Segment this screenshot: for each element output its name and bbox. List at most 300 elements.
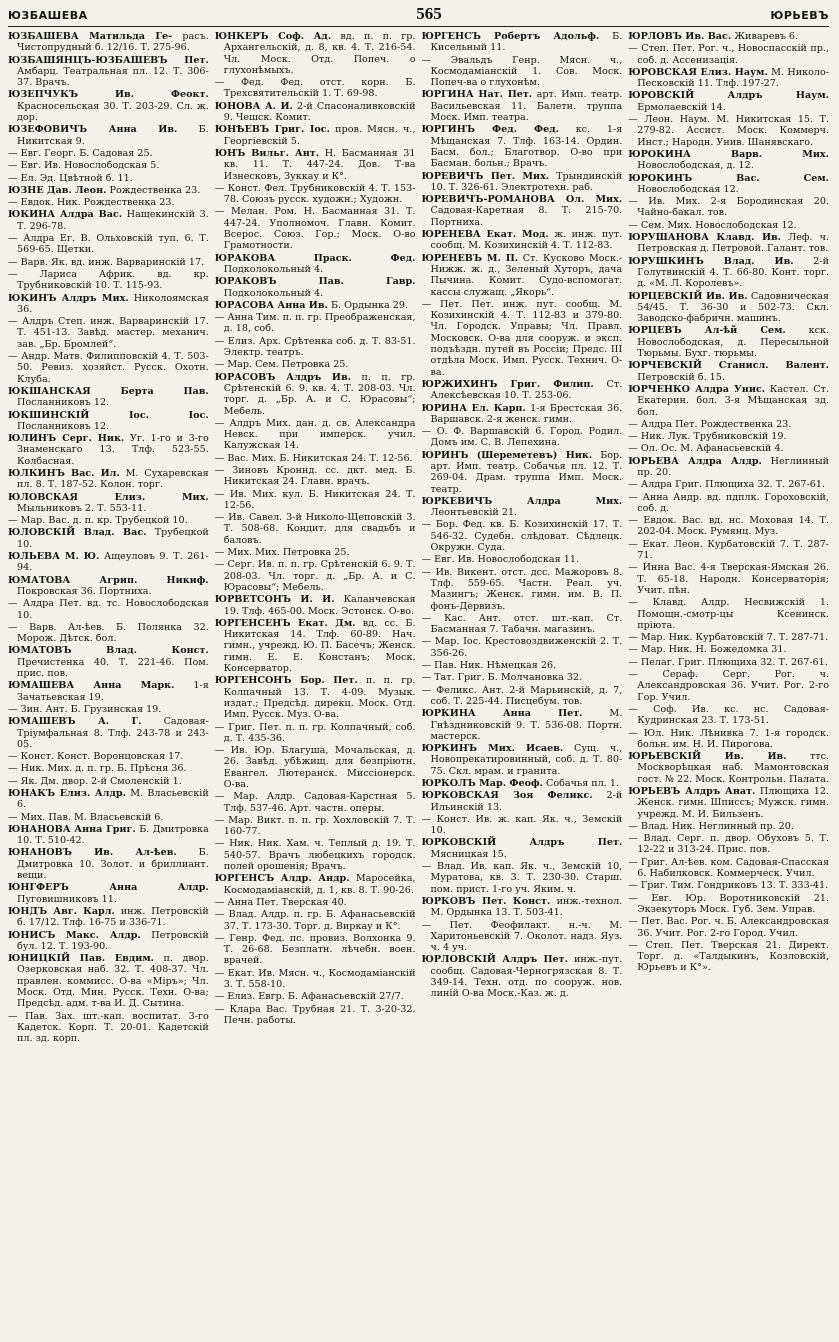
entry-details: Ст. Алексѣевская 10. Т. 253-06. xyxy=(430,378,623,402)
directory-entry xyxy=(628,431,829,442)
directory-entry xyxy=(422,861,623,895)
entry-details: Ермолаевскій 14. xyxy=(637,101,726,113)
directory-entry xyxy=(422,379,623,402)
directory-entry xyxy=(628,515,829,538)
directory-entry xyxy=(422,837,623,860)
directory-entry xyxy=(628,114,829,148)
directory-entry xyxy=(628,632,829,643)
entry-surname: ЮРЕВИЧЪ Пет. Мих. xyxy=(421,170,550,182)
entry-details: инж.-технол. М. Ордынка 13. Т. 503-41. xyxy=(430,895,623,919)
directory-entry xyxy=(8,598,209,621)
page-header xyxy=(8,4,829,27)
entry-details: Б. Дмитровка 10. Т. 510-42. xyxy=(17,823,209,847)
entry-details: инж.-пут. сообщ. Садовая-Черногрязская 8. Т. 349-14. Техн. отд. по сооруж. нов. линій О-ва Моск.-Каз. ж. д. xyxy=(430,954,623,1000)
entry-details: — Ив. Савел. 3-й Николо-Щеповскій 3. Т. 508-68. Кондит. для свадьбъ и баловъ. xyxy=(214,512,416,546)
entry-details: — Ник. Лук. Трубниковскій 19. xyxy=(628,431,787,443)
entry-surname: ЮРЧЕВСКІЙ Станисл. Валент. xyxy=(628,360,829,372)
directory-entry xyxy=(8,716,209,750)
entry-details: Мыльниковъ 2. Т. 553-11. xyxy=(17,502,147,514)
entry-surname: ЮРЕНЕВЪ М. П. xyxy=(421,252,519,264)
directory-entry xyxy=(8,551,209,574)
entry-surname: ЮКШАНСКАЯ Берта Пав. xyxy=(8,385,209,397)
directory-entry xyxy=(8,269,209,292)
entry-details: — Степ. Пет. Рог. ч., Новоспасскій пр., соб. д. Ассенизація. xyxy=(628,43,829,66)
directory-entry xyxy=(215,124,416,147)
entry-details: — Мих. Пав. М. Власьевскій 6. xyxy=(8,811,164,823)
entry-surname: ЮЗНЕ Дав. Леон. xyxy=(8,184,107,196)
directory-entry xyxy=(8,515,209,526)
entry-details: — Евдок. Вас. вд. нс. Моховая 14. Т. 202-04. Моск. Румянц. Муз. xyxy=(628,515,829,538)
directory-entry xyxy=(628,456,829,479)
directory-entry xyxy=(8,55,209,89)
entry-surname: ЮМАТОВА Агрип. Никиф. xyxy=(8,574,209,586)
entry-details: — Алдра Григ. Плющиха 32. Т. 267-61. xyxy=(628,479,826,491)
directory-entry xyxy=(422,567,623,612)
directory-entry xyxy=(215,968,416,991)
directory-entry xyxy=(422,194,623,228)
entry-surname: ЮРГЕНСЪ Алдр. Андр. xyxy=(214,873,350,885)
entry-surname: ЮРЛОВЪ Ив. Вас. xyxy=(628,31,732,42)
entry-surname: ЮРОКИНА Варв. Мих. xyxy=(628,148,829,160)
entry-details: — Ив. Викент. отст. дсс. Мажоровъ 8. Тлф. 559-65. Частн. Реал. уч. Мазингъ; Женск. гимн. им. В. П. фонъ-Дервизъ. xyxy=(421,566,623,612)
directory-entry xyxy=(215,815,416,838)
directory-entry xyxy=(8,386,209,409)
directory-entry xyxy=(628,669,829,703)
entry-details: — Соф. Ив. кс. нс. Садовая-Кудринская 23. Т. 173-51. xyxy=(628,703,829,727)
column-3 xyxy=(422,31,623,1331)
entry-details: Посланниковъ 12. xyxy=(17,420,110,432)
directory-entry xyxy=(8,788,209,811)
entry-details: — Анна Андр. вд. пдплк. Гороховскій, соб. д. xyxy=(628,491,829,514)
directory-entry xyxy=(215,791,416,814)
entry-details: пров. Мясн. ч., Георгіевскій 5. xyxy=(223,124,416,147)
entry-surname: ЮРГЕНСОНЪ Бор. Пет. xyxy=(214,675,358,687)
entry-details: Уг. 1-го и 3-го Знаменскаго 13. Тлф. 523-55. Колбасная. xyxy=(17,433,209,467)
entry-details: — Пав. Ник. Нѣмецкая 26. xyxy=(421,660,557,672)
entry-surname: ЮРАКОВЪ Пав. Гавр. xyxy=(214,276,416,288)
directory-entry xyxy=(422,403,623,426)
entry-surname: ЮРОКИНЪ Вас. Сем. xyxy=(628,172,829,184)
entry-surname: ЮЗБАШЯНЦЪ-ЮЗБАШЕВЪ Пет. xyxy=(8,54,209,66)
entry-details: — Ник. Ник. Хам. ч. Теплый д. 19. Т. 540-57. Врачъ любецкихъ городск. полей орошенія; Врачъ. xyxy=(214,838,416,873)
entry-details: Пречистенка 40. Т. 221-46. Пом. прис. пов. xyxy=(17,656,209,680)
directory-entry xyxy=(628,644,829,655)
entry-details: вд. п. п. гр. Архангельскій, д. 8, кв. 4. Т. 216-54. Чл. Моск. Отд. Попеч. о глухонѣмыхъ. xyxy=(223,31,416,76)
entry-details: — Евг. Ив. Новослободская 11. xyxy=(421,554,580,566)
entry-details: — Мар. Ник. Курбатовскій 7. Т. 287-71. xyxy=(628,632,829,644)
entry-details: Плющиха 12. Женск. гимн. Шписсъ; Мужск. гимн. учрежд. М. И. Бильзенъ. xyxy=(637,786,829,820)
entry-details: — Мар. Алдр. Садовая-Карстная 5. Тлф. 537-46. Арт. частн. оперы. xyxy=(214,791,416,814)
entry-surname: ЮНѢЕВЪ Григ. Іос. xyxy=(214,124,330,136)
entry-details: кс. 1-я Мѣщанская 7. Тлф. 163-14. Ордин. Басм. бол.; Благотвор. О-во при Басман. больн.; Врачъ. xyxy=(430,124,623,170)
directory-entry xyxy=(628,751,829,785)
entry-details: — Ел. Эд. Цвѣтной б. 11. xyxy=(8,172,133,184)
entry-surname: ЮРИНА Ел. Карп. xyxy=(421,402,526,414)
entry-details: — Анна Пет. Тверская 40. xyxy=(214,896,347,908)
entry-surname: ЮМАШЕВА Анна Марк. xyxy=(8,680,175,692)
entry-details: — Зиновъ Кроннд. сс. дкт. мед. Б. Никитская 24. Главн. врачъ. xyxy=(214,464,416,488)
entry-details: — Варв. Ал-ѣев. Б. Полянка 32. Морож. Дѣтск. бол. xyxy=(8,621,209,645)
entry-details: Красносельская 30. Т. 203-29. Сл. ж. дор. xyxy=(17,100,209,124)
directory-entry xyxy=(628,940,829,974)
entry-details: Петровскій бул. 12. Т. 193-90. xyxy=(17,929,209,952)
entry-details: Ащеуловъ 9. Т. 261-94. xyxy=(17,551,209,574)
directory-entry xyxy=(215,148,416,182)
entry-details: п. п. гр. Срѣтенскій 6. 9. кв. 4. Т. 208-03. Чл. торг. д. „Бр. А. и С. Юрасовы“; Мебель. xyxy=(223,371,416,417)
entry-details: — Як. Дм. двор. 2-й Смоленскій 1. xyxy=(8,775,182,787)
entry-surname: ЮЛКИНЪ Вас. Ил. xyxy=(8,467,120,479)
directory-entry xyxy=(8,1011,209,1045)
entry-surname: ЮНКЕРЪ Соф. Ад. xyxy=(214,31,332,42)
directory-entry xyxy=(8,680,209,703)
directory-entry xyxy=(215,547,416,558)
directory-entry xyxy=(215,512,416,546)
entry-details: — Феликс. Ант. 2-й Марьинскій, д. 7, соб. Т. 225-44. Писцебум. тов. xyxy=(421,684,623,707)
entry-details: инж. Петровскій б. 17/12. Тлф. 16-75 и 336-71. xyxy=(17,905,209,929)
entry-details: — Конст. Конст. Воронцовская 17. xyxy=(8,751,184,763)
entry-surname: ЮНДЪ Авг. Карл. xyxy=(8,905,115,917)
directory-entry xyxy=(8,776,209,787)
directory-entry xyxy=(8,575,209,598)
directory-entry xyxy=(422,229,623,252)
entry-details: М. Николо-Песковскій 11. Тлф. 197-27. xyxy=(637,66,829,90)
directory-entry xyxy=(215,745,416,790)
entry-details: Бор. арт. Имп. театр. Собачья пл. 12. Т. 269-04. Драм. труппа Имп. Моск. театр. xyxy=(430,449,623,495)
directory-entry xyxy=(422,920,623,954)
directory-entry xyxy=(628,893,829,916)
entry-details: — Анна Тим. п. п. гр. Преображенская, д. 18, соб. xyxy=(214,312,416,335)
directory-entry xyxy=(215,559,416,593)
directory-entry xyxy=(422,171,623,194)
entry-surname: ЮРАКОВА Праск. Фед. xyxy=(214,252,416,264)
entry-details: — Фед. Фед. отст. корн. Б. Трехсвятительскій 1. Т. 69-98. xyxy=(214,77,416,100)
entry-surname: ЮМАШЕВЪ А. Г. xyxy=(8,716,142,728)
directory-entry xyxy=(628,384,829,418)
directory-entry xyxy=(8,847,209,881)
entry-details: ж. инж. пут. сообщ. М. Козихинскій 4. Т. 112-83. xyxy=(430,229,623,252)
entry-details: — Ив. Мих. 2-я Бородинская 20. Чайно-бакал. тов. xyxy=(628,196,829,219)
entry-details: Петровскій б. 15. xyxy=(637,371,725,383)
directory-entry xyxy=(215,206,416,251)
directory-entry xyxy=(628,833,829,856)
directory-entry xyxy=(422,685,623,708)
directory-entry xyxy=(8,89,209,123)
directory-entry xyxy=(422,253,623,298)
entry-surname: ЮРУШКИНЪ Влад. Ив. xyxy=(628,255,794,267)
entry-surname: ЮРАСОВЪ Алдръ Ив. xyxy=(214,371,352,383)
entry-details: Леонтьевскій 21. xyxy=(430,507,518,519)
entry-details: Рождественка 23. xyxy=(109,184,201,196)
directory-entry xyxy=(215,618,416,674)
entry-details: М. Гнѣздниковскій 9. Т. 536-08. Портн. мастерск. xyxy=(430,708,623,742)
directory-entry xyxy=(8,197,209,208)
directory-entry xyxy=(628,857,829,880)
entry-surname: ЮНАНОВА Анна Григ. xyxy=(8,823,136,835)
entry-details: Н. Басманная 31 кв. 11. Т. 447-24. Дов. Т-ва Изнесковъ, Зуккау и К°. xyxy=(223,147,416,182)
directory-entry xyxy=(8,645,209,679)
directory-entry xyxy=(628,325,829,359)
entry-details: — Варв. Як. вд. инж. Варваринскій 17. xyxy=(8,256,205,268)
entry-details: — Андр. Матв. Филипповскій 4. Т. 503-50. Ревиз. хозяйст. Русск. Охотн. Клуба. xyxy=(8,351,209,385)
entry-details: — Мих. Мих. Петровка 25. xyxy=(214,547,350,559)
directory-entry xyxy=(628,821,829,832)
entry-details: М. Сухаревская пл. 8. Т. 187-52. Колон. торг. xyxy=(17,467,209,491)
entry-details: Новослободская 12. xyxy=(637,183,739,195)
directory-entry xyxy=(8,351,209,385)
entry-details: — Евг. Ив. Новослободская 5. xyxy=(8,160,160,172)
column-1 xyxy=(8,31,209,1331)
entry-details: — Кас. Ант. отст. шт.-кап. Ст. Басманная 7. Табачн. магазинъ. xyxy=(421,612,623,636)
entry-details: Б. Никитская 9. xyxy=(17,124,209,147)
entry-surname: ЮРВЕТСОНЪ И. И. xyxy=(214,594,335,606)
entry-details: Живаревъ 6. xyxy=(734,31,799,42)
directory-entry xyxy=(8,622,209,645)
directory-entry xyxy=(215,300,416,311)
directory-entry xyxy=(628,479,829,490)
directory-entry xyxy=(422,450,623,495)
directory-entry xyxy=(422,954,623,999)
directory-entry xyxy=(8,124,209,147)
directory-entry xyxy=(422,636,623,659)
entry-surname: ЮРЧЕНКО Алдра Унис. xyxy=(628,383,766,395)
directory-entry xyxy=(628,256,829,290)
directory-entry xyxy=(422,124,623,169)
entry-details: — Зин. Ант. Б. Грузинская 19. xyxy=(8,703,162,715)
entry-surname: ЮНИЦКІЙ Пав. Евдим. xyxy=(8,953,155,965)
page-number: 565 xyxy=(416,4,442,23)
entry-details: Собачья пл. 1. xyxy=(546,778,620,789)
entry-details: Пуговишниковъ 11. xyxy=(17,893,117,905)
entry-surname: ЮРЦЕВЪ Ал-ѣй Сем. xyxy=(628,325,786,337)
entry-details: — Алдръ Мих. дан. д. св. Александра Невск. при имперск. учил. Калужская 14. xyxy=(214,417,416,452)
entry-details: п. двор. Озерковская наб. 32. Т. 408-37. Чл. правлен. коммисс. О-ва «Міръ»; Чл. Моск. Отд. Мин. Русск. Техн. О-ва; Предсѣд. адм. т-ва И. Д. Сытина. xyxy=(17,953,209,1010)
directory-entry xyxy=(628,562,829,596)
entry-surname: ЮНГФЕРЪ Анна Алдр. xyxy=(8,882,209,894)
entry-surname: ЮРКОЛЪ Мар. Феоф. xyxy=(421,778,543,789)
directory-entry xyxy=(215,101,416,124)
entry-details: — Серг. Ив. п. п. гр. Срѣтенскій 6. 9. Т. 208-03. Чл. торг. д. „Бр. А. и С. Юрасовы“; Мебель. xyxy=(214,559,416,593)
entry-details: — Лариса Африк. вд. кр. Трубниковскій 10. Т. 115-93. xyxy=(8,268,209,292)
entry-details: — Григ. Ал-ѣев. ком. Садовая-Спасская 6. Набилковск. Коммерческ. Учил. xyxy=(628,856,829,880)
entry-details: ттс. Москворѣцкая наб. Мамонтовская гост. № 22. Моск. Контрольн. Палата. xyxy=(637,751,829,785)
entry-details: — Инна Вас. 4-я Тверская-Ямская 26. Т. 65-18. Народн. Консерваторія; Учит. пѣн. xyxy=(628,562,829,596)
directory-entry xyxy=(8,148,209,159)
entry-details: вд. сс. Б. Никитская 14. Тлф. 60-89. Нач. гимн., учрежд. Ю. П. Басечъ; Женск. гимн. Е. Е. Констанъ; Моск. Консерватор. xyxy=(223,617,416,675)
entry-details: расъ. Чистопрудный б. 12/16. Т. 275-96. xyxy=(17,31,209,54)
directory-entry xyxy=(422,31,623,54)
entry-details: — Евдок. Ник. Рождественка 23. xyxy=(8,197,175,209)
entry-details: — Пет. Пет. инж. пут. сообщ. М. Козихинскій 4. Т. 112-83 и 379-80. Чл. Городск. Управы; Чл. Правл. Московск. О-ва для сооруж. и эксп. подъѣздн. путей въ Россіи; Предс. III отдѣла Моск. Имп. Русск. Технич. О-ва. xyxy=(421,298,623,378)
entry-surname: ЮРГИНА Нат. Пет. xyxy=(421,89,533,101)
directory-entry xyxy=(422,496,623,519)
directory-entry xyxy=(628,67,829,90)
directory-entry xyxy=(215,336,416,359)
entry-surname: ЮНАНОВЪ Ив. Ал-ѣев. xyxy=(8,847,177,859)
entry-details: Б. Кисельный 11. xyxy=(430,31,623,54)
entry-details: Сущ. ч., Новопрекатировинный, соб. д. Т. 80-75. Скл. мрам. и гранита. xyxy=(430,743,623,777)
directory-entry xyxy=(422,426,623,449)
entry-surname: ЮЛОВСКАЯ Елиз. Мих. xyxy=(8,491,209,503)
directory-entry xyxy=(8,953,209,1009)
directory-entry xyxy=(628,232,829,255)
entry-surname: ЮНИСЪ Макс. Алдр. xyxy=(8,929,141,941)
entry-details: — Конст. Ив. ж. кап. Як. ч., Земскій 10. xyxy=(421,813,623,837)
entry-details: — Клавд. Алдр. Несвижскій 1. Помощн.-смотр-цы Ксенинск. пріюта. xyxy=(628,597,829,631)
entry-details: кск. Новослободская, д. Пересыльной Тюрьмы. Бухг. тюрьмы. xyxy=(637,325,829,360)
entry-surname: ЮРГЕНСЕНЪ Екат. Дм. xyxy=(214,617,356,629)
entry-details: — Ив. Мих. кул. Б. Никитская 24. Т. 12-56. xyxy=(214,488,416,511)
directory-entry xyxy=(215,897,416,908)
running-head-right: ЮРЬЕВЪ xyxy=(770,9,829,22)
entry-details: — Мелан. Ром. Н. Басманная 31. Т. 447-24. Уполномоч. Главн. Комит. Всерос. Союз. Гор.; Моск. О-во Грамотности. xyxy=(214,206,416,252)
directory-entry xyxy=(422,790,623,813)
directory-entry xyxy=(628,173,829,196)
entry-surname: ЮЗЕФОВИЧЪ Анна Ив. xyxy=(8,124,178,136)
entry-details: — Влад. Ник. Неглинный пр. 20. xyxy=(628,820,794,832)
directory-entry xyxy=(628,43,829,66)
directory-entry xyxy=(8,31,209,54)
entry-surname: ЮНЪ Вильг. Ант. xyxy=(214,147,320,159)
directory-entry xyxy=(628,492,829,515)
directory-entry xyxy=(628,419,829,430)
entry-details: — Алдра Пет. Рождественка 23. xyxy=(628,418,792,430)
entry-details: — Елиз. Евгр. Б. Афанасьевскій 27/7. xyxy=(214,991,404,1003)
directory-entry xyxy=(215,312,416,335)
entry-details: Подколокольный 4. xyxy=(223,287,324,299)
entry-surname: ЮРКИНА Анна Пет. xyxy=(421,708,583,720)
directory-entry xyxy=(628,916,829,939)
entry-surname: ЮРЕНЕВА Екат. Мод. xyxy=(421,229,549,241)
entry-details: — Бор. Фед. кв. Б. Козихинскій 17. Т. 546-32. Судебн. слѣдоват. Сѣдлецк. Окружн. Суда. xyxy=(421,519,623,554)
entry-details: — Сераф. Серг. Рог. ч. Александровская 36. Учит. Рог. 2-го Гор. Учил. xyxy=(628,669,829,703)
entry-surname: ЮКИНЪ Алдръ Мих. xyxy=(8,292,129,304)
entry-surname: ЮРКИНЪ Мих. Исаев. xyxy=(421,743,564,755)
entry-details: — Пелаг. Григ. Плющиха 32. Т. 267-61. xyxy=(628,656,828,668)
entry-surname: ЮРЬЕВА Алдра Алдр. xyxy=(628,455,762,467)
directory-entry xyxy=(215,77,416,100)
entry-surname: ЮРЛОВСКІЙ Алдръ Пет. xyxy=(421,954,568,966)
entry-details: — Мар. Сем. Петровка 25. xyxy=(214,359,349,371)
entry-surname: ЮРГИНЪ Фед. Фед. xyxy=(421,124,559,136)
entry-details: 2-й Спасоналивковскій 9. Чешск. Комит. xyxy=(223,100,416,124)
entry-surname: ЮЗЕПЧУКЪ Ив. Феокт. xyxy=(8,89,209,101)
entry-surname: ЮНОВА А. И. xyxy=(214,100,293,112)
directory-entry xyxy=(628,657,829,668)
entry-details: Садовая-Тріумфальная 8. Тлф. 243-78 и 243-05. xyxy=(17,716,209,750)
directory-entry xyxy=(215,418,416,452)
directory-entry xyxy=(422,55,623,89)
directory-entry xyxy=(8,492,209,515)
directory-entry xyxy=(422,778,623,789)
entry-details: М. Власьевскій 6. xyxy=(17,788,209,811)
directory-entry xyxy=(215,991,416,1002)
entry-details: — Мар. Іос. Крестовоздвиженскій 2. Т. 356-26. xyxy=(421,636,623,659)
directory-entry xyxy=(422,660,623,671)
directory-entry xyxy=(215,594,416,617)
entry-surname: ЮРЖИХИНЪ Григ. Филип. xyxy=(421,378,594,390)
directory-entry xyxy=(8,906,209,929)
entry-details: арт. Имп. театр. Васильевская 11. Балетн. труппа Моск. Имп. театра. xyxy=(430,89,623,124)
entry-details: 2-й Ильинскій 13. xyxy=(430,790,623,813)
directory-entry xyxy=(215,276,416,299)
entry-details: — Евг. Георг. Б. Садовая 25. xyxy=(8,147,153,159)
directory-entry xyxy=(215,465,416,488)
directory-entry xyxy=(422,89,623,123)
entry-details: — Генр. Фед. пс. провиз. Волхонка 9. Т. 26-68. Безплатн. лѣчебн. воен. врачей. xyxy=(214,932,416,967)
directory-entry xyxy=(8,293,209,316)
entry-details: — Григ. Пет. п. п. гр. Колпачный, соб. д. Т. 435-36. xyxy=(214,721,416,744)
entry-details: — Конст. Фел. Трубниковскій 4. Т. 153-78. Союзъ русск. художн.; Художн. xyxy=(214,182,416,206)
entry-surname: ЮРЬЕВЪ Алдръ Анат. xyxy=(628,786,756,797)
directory-entry xyxy=(215,183,416,206)
directory-entry xyxy=(628,728,829,751)
directory-entry xyxy=(8,882,209,905)
directory-entry xyxy=(8,185,209,196)
entry-details: Садовая-Каретная 8. Т. 215-70. Портниха. xyxy=(430,205,623,228)
directory-entry xyxy=(8,468,209,491)
entry-surname: ЮРОВСКІЙ Алдръ Наум. xyxy=(628,90,829,102)
column-2 xyxy=(215,31,416,1331)
directory-entry xyxy=(215,909,416,932)
entry-details: — Эвальдъ Генр. Мясн. ч., Космодаміанскій 1. Сов. Моск. Попеч-ва о глухонѣм. xyxy=(421,54,623,89)
entry-details: Садовническая 54/45. Т. 36-30 и 502-73. Скл. Заводско-фабричн. машинъ. xyxy=(637,290,829,325)
directory-entry xyxy=(628,704,829,727)
entry-details: — Пет. Вас. Рог. ч. Б. Александровская 36. Учит. Рог. 2-го Город. Учил. xyxy=(628,916,829,939)
directory-entry xyxy=(628,220,829,231)
entry-details: — Пав. Зах. шт.-кап. воспитат. 3-го Кадетск. Корп. Т. 20-01. Кадетскій пл. зд. корп. xyxy=(8,1010,209,1045)
directory-entry xyxy=(422,613,623,636)
entry-details: — Екат. Леон. Курбатовскій 7. Т. 287-71. xyxy=(628,538,829,562)
entry-details: — Ник. Мих. д. п. гр. Б. Прѣсня 36. xyxy=(8,763,187,775)
directory-entry xyxy=(8,316,209,350)
directory-entry xyxy=(422,896,623,919)
directory-entry xyxy=(215,453,416,464)
directory-entry xyxy=(215,253,416,276)
entry-surname: ЮРГЕНСЪ Робертъ Адольф. xyxy=(421,31,600,42)
entry-surname: ЮРЕВИЧЪ-РОМАНОВА Ол. Мих. xyxy=(421,194,623,206)
entry-surname: ЮКИНА Алдра Вас. xyxy=(8,209,123,221)
directory-entry xyxy=(422,743,623,777)
entry-details: — Елиз. Арх. Срѣтенка соб. д. Т. 83-51. Электр. театръ. xyxy=(214,335,416,359)
entry-details: — Мар. Вас. д. п. кр. Трубецкой 10. xyxy=(8,515,188,527)
entry-details: — Влад. Алдр. п. гр. Б. Афанасьевскій 37. Т. 173-30. Торг. д. Виркау и К°. xyxy=(214,909,416,932)
entry-surname: ЮКШИНСКІЙ Іос. Іос. xyxy=(8,409,209,421)
running-head-left: ЮЗБАШЕВА xyxy=(8,9,88,22)
directory-entry xyxy=(215,359,416,370)
entry-details: Маросейка, Космодаміанскій, д. 1, кв. 8. Т. 90-26. xyxy=(223,873,416,896)
entry-surname: ЮРИНЪ (Шереметевъ) Ник. xyxy=(421,449,593,461)
entry-details: — Мар. Ник. Н. Божедомка 31. xyxy=(628,644,787,656)
directory-entry xyxy=(8,824,209,847)
directory-entry xyxy=(422,814,623,837)
entry-surname: ЮЛЬЕВА М. Ю. xyxy=(8,551,100,563)
directory-entry xyxy=(628,786,829,820)
directory-entry xyxy=(422,519,623,553)
entry-surname: ЮРАСОВА Анна Ив. xyxy=(214,299,328,311)
directory-entry xyxy=(215,489,416,512)
directory-entry xyxy=(628,149,829,172)
directory-entry xyxy=(628,880,829,891)
entry-details: Б. Ордынка 29. xyxy=(330,299,409,311)
directory-entry xyxy=(422,708,623,742)
entry-details: Нащекинскій 3. Т. 296-78. xyxy=(17,209,209,232)
directory-entry xyxy=(215,873,416,896)
entry-details: — Екат. Ив. Мясн. ч., Космодаміанскій 3. Т. 558-10. xyxy=(214,967,416,991)
directory-entry xyxy=(8,751,209,762)
entry-surname: ЮРЬЕВСКІЙ Ив. Ив. xyxy=(628,751,787,763)
entry-details: — Тат. Григ. Б. Молчановка 32. xyxy=(421,672,583,684)
entry-details: Леф. ч. Петровская д. Петровой. Галант. тов. xyxy=(637,232,829,255)
